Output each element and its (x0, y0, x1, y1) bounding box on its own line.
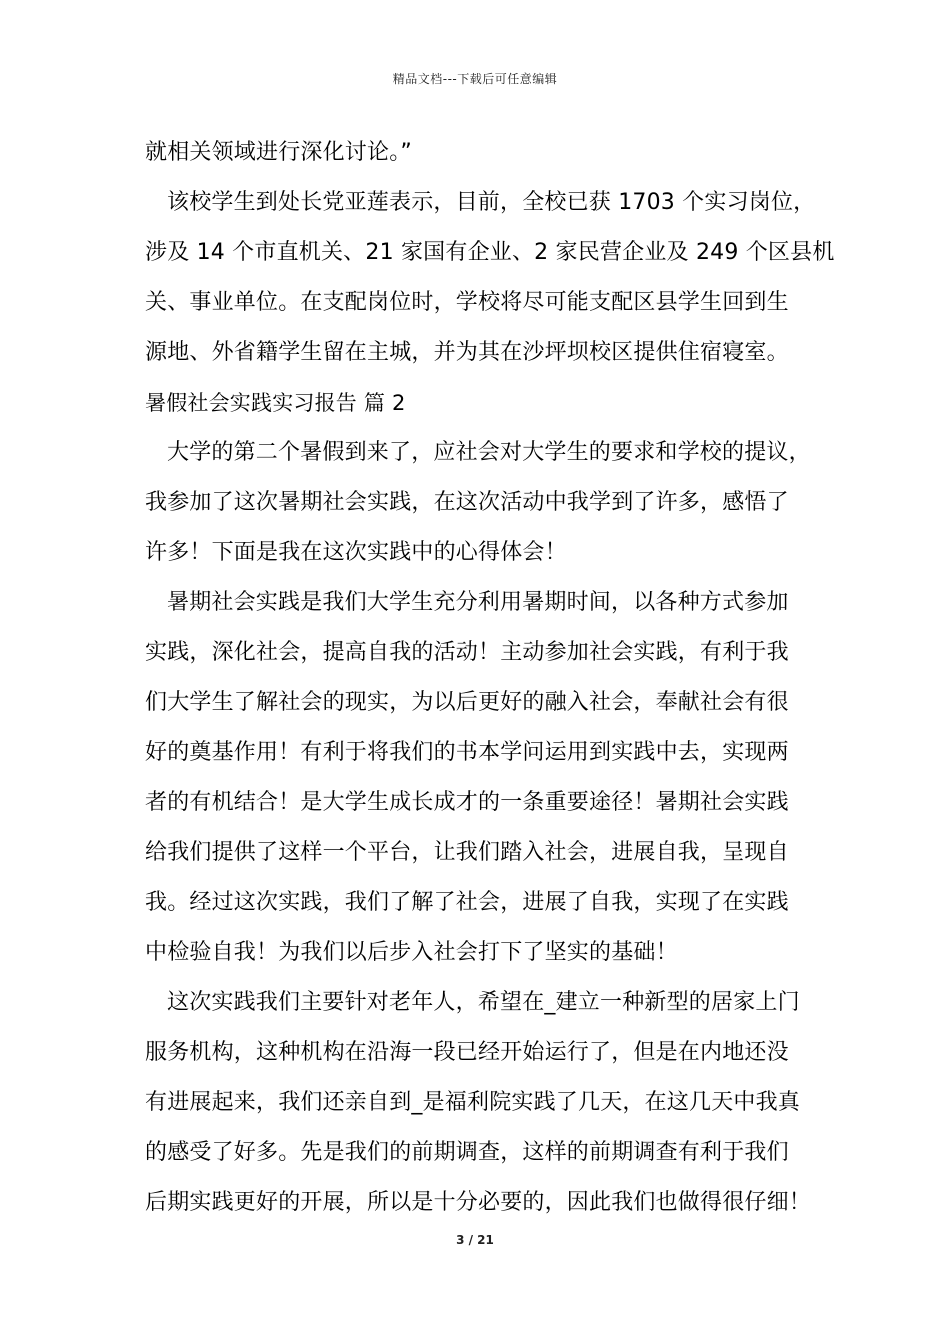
page-number: 3 / 21 (456, 1233, 494, 1247)
paragraph-first-line: 大学的第二个暑假到来了，应社会对大学生的要求和学校的提议， (167, 440, 811, 465)
text-line: 许多！下面是我在这次实践中的心得体会！ (145, 540, 567, 565)
text-line: 者的有机结合！是大学生成长成才的一条重要途径！暑期社会实践 (145, 790, 789, 815)
text-line: 我。经过这次实践，我们了解了社会，进展了自我，实现了在实践 (145, 890, 789, 915)
paragraph-first-line: 这次实践我们主要针对老年人，希望在_建立一种新型的居家上门 (167, 990, 800, 1015)
paragraph-first-line: 暑期社会实践是我们大学生充分利用暑期时间，以各种方式参加 (167, 590, 789, 615)
text-line: 关、事业单位。在支配岗位时，学校将尽可能支配区县学生回到生 (145, 290, 789, 315)
text-line: 的感受了好多。先是我们的前期调查，这样的前期调查有利于我们 (145, 1140, 789, 1165)
text-line: 涉及 14 个市直机关、21 家国有企业、2 家民营企业及 249 个区县机 (145, 240, 835, 265)
text-line: 好的奠基作用！有利于将我们的书本学问运用到实践中去，实现两 (145, 740, 789, 765)
document-body (145, 128, 835, 1228)
text-line: 服务机构，这种机构在沿海一段已经开始运行了，但是在内地还没 (145, 1040, 789, 1065)
page-header: 精品文档---下载后可任意编辑 (392, 72, 558, 86)
text-line: 我参加了这次暑期社会实践，在这次活动中我学到了许多，感悟了 (145, 490, 789, 515)
section-heading: 暑假社会实践实习报告 篇 2 (145, 391, 406, 415)
text-line: 实践，深化社会，提高自我的活动！主动参加社会实践，有利于我 (145, 640, 789, 665)
text-line: 有进展起来，我们还亲自到_是福利院实践了几天，在这几天中我真 (145, 1090, 801, 1115)
text-line: 给我们提供了这样一个平台，让我们踏入社会，进展自我，呈现自 (145, 840, 789, 865)
paragraph-first-line: 该校学生到处长党亚莲表示，目前，全校已获 1703 个实习岗位， (167, 190, 816, 215)
text-line: 中检验自我！为我们以后步入社会打下了坚实的基础！ (145, 940, 678, 965)
text-line: 后期实践更好的开展，所以是十分必要的，因此我们也做得很仔细！ (145, 1190, 812, 1215)
text-line: 就相关领域进行深化讨论。” (145, 140, 412, 165)
text-line: 们大学生了解社会的现实，为以后更好的融入社会，奉献社会有很 (145, 690, 789, 715)
text-line: 源地、外省籍学生留在主城，并为其在沙坪坝校区提供住宿寝室。 (145, 340, 789, 365)
